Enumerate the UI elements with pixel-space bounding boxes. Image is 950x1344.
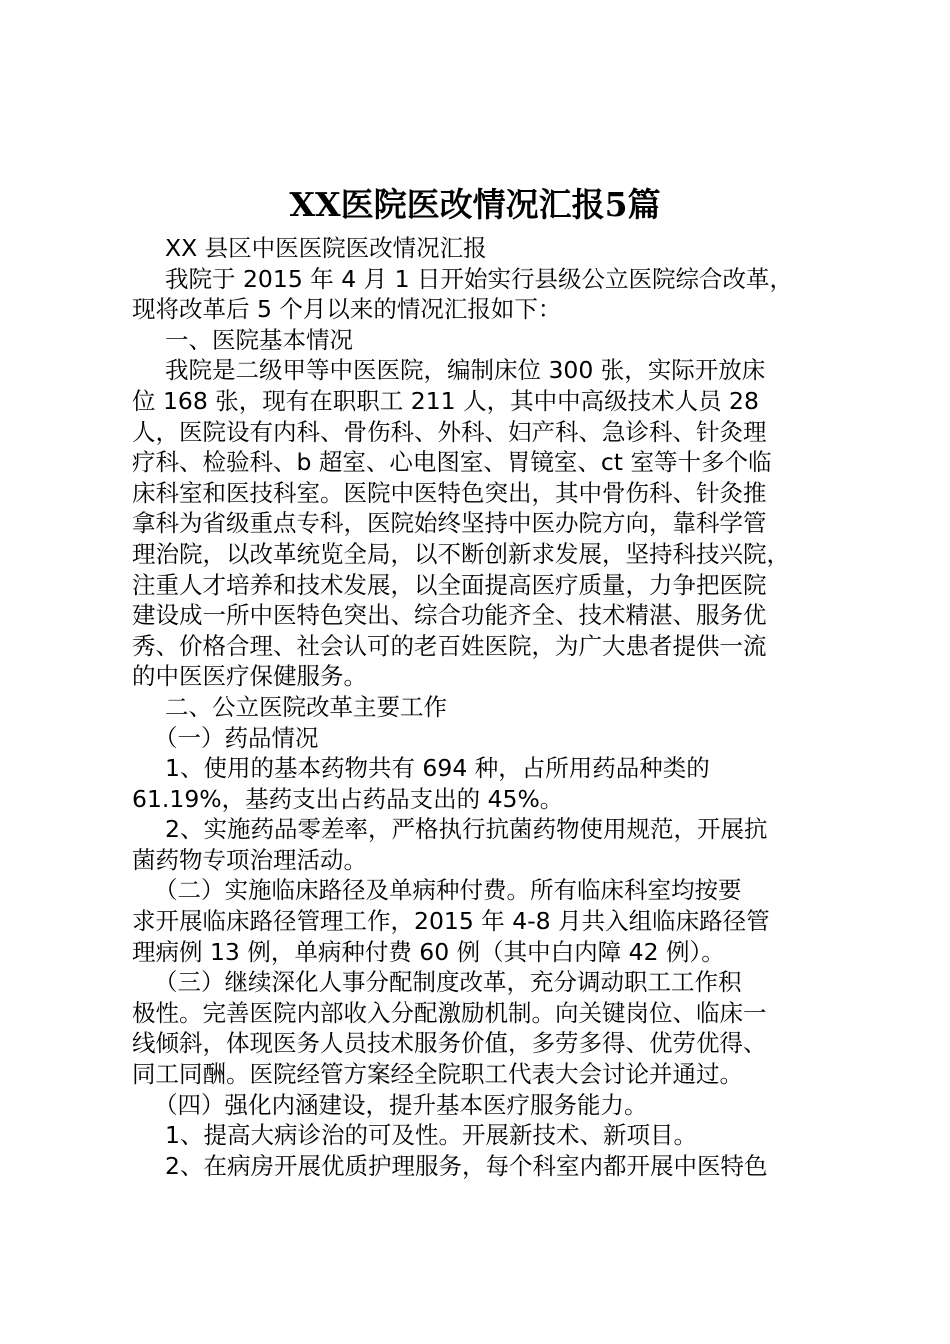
paragraph-line: （三）继续深化人事分配制度改革，充分调动职工工作积 (154, 968, 742, 997)
paragraph-line: 床科室和医技科室。医院中医特色突出，其中骨伤科、针灸推 (132, 478, 767, 507)
paragraph-line: 61.19%，基药支出占药品支出的 45%。 (132, 784, 564, 813)
paragraph-line: 我院于 2015 年 4 月 1 日开始实行县级公立医院综合改革， (165, 264, 794, 293)
paragraph-line: 人，医院设有内科、骨伤科、外科、妇产科、急诊科、针灸理 (132, 417, 767, 446)
document-title: XX医院医改情况汇报5篇 (289, 185, 661, 224)
paragraph-line: 拿科为省级重点专科，医院始终坚持中医办院方向，靠科学管 (132, 509, 767, 538)
paragraph-line: 建设成一所中医特色突出、综合功能齐全、技术精湛、服务优 (132, 601, 767, 630)
paragraph-line: 我院是二级甲等中医医院，编制床位 300 张，实际开放床 (165, 356, 766, 385)
paragraph-line: 线倾斜，体现医务人员技术服务价值，多劳多得、优劳优得、 (132, 1029, 767, 1058)
paragraph-line: 菌药物专项治理活动。 (132, 845, 367, 874)
paragraph-line: 求开展临床路径管理工作，2015 年 4-8 月共入组临床路径管 (132, 907, 770, 936)
paragraph-line: （二）实施临床路径及单病种付费。所有临床科室均按要 (154, 876, 742, 905)
section-heading: 一、医院基本情况 (165, 325, 353, 354)
paragraph-line: 极性。完善医院内部收入分配激励机制。向关键岗位、临床一 (132, 998, 767, 1027)
paragraph-line: 现将改革后 5 个月以来的情况汇报如下： (132, 295, 562, 324)
paragraph-line: 理病例 13 例，单病种付费 60 例（其中白内障 42 例）。 (132, 937, 725, 966)
subsection-heading: （一）药品情况 (154, 723, 319, 752)
paragraph-line: 同工同酬。医院经管方案经全院职工代表大会讨论并通过。 (132, 1060, 743, 1089)
paragraph-line: 1、使用的基本药物共有 694 种，占所用药品种类的 (165, 754, 710, 783)
paragraph-line: 秀、价格合理、社会认可的老百姓医院，为广大患者提供一流 (132, 631, 767, 660)
paragraph-line: 位 168 张，现有在职职工 211 人，其中中高级技术人员 28 (132, 386, 759, 415)
paragraph-line: 2、在病房开展优质护理服务，每个科室内都开展中医特色 (165, 1151, 768, 1180)
paragraph-line: 疗科、检验科、b 超室、心电图室、胃镜室、ct 室等十多个临 (132, 448, 772, 477)
document-body (132, 233, 832, 1181)
paragraph-line: 理治院，以改革统览全局，以不断创新求发展，坚持科技兴院， (132, 539, 790, 568)
paragraph-line: 1、提高大病诊治的可及性。开展新技术、新项目。 (165, 1121, 697, 1150)
paragraph-line: 的中医医疗保健服务。 (132, 662, 367, 691)
paragraph-line: （四）强化内涵建设，提升基本医疗服务能力。 (154, 1090, 648, 1119)
subtitle-line: XX 县区中医医院医改情况汇报 (165, 234, 487, 262)
section-heading: 二、公立医院改革主要工作 (165, 692, 447, 721)
paragraph-line: 2、实施药品零差率，严格执行抗菌药物使用规范，开展抗 (165, 815, 768, 844)
paragraph-line: 注重人才培养和技术发展，以全面提高医疗质量，力争把医院 (132, 570, 767, 599)
